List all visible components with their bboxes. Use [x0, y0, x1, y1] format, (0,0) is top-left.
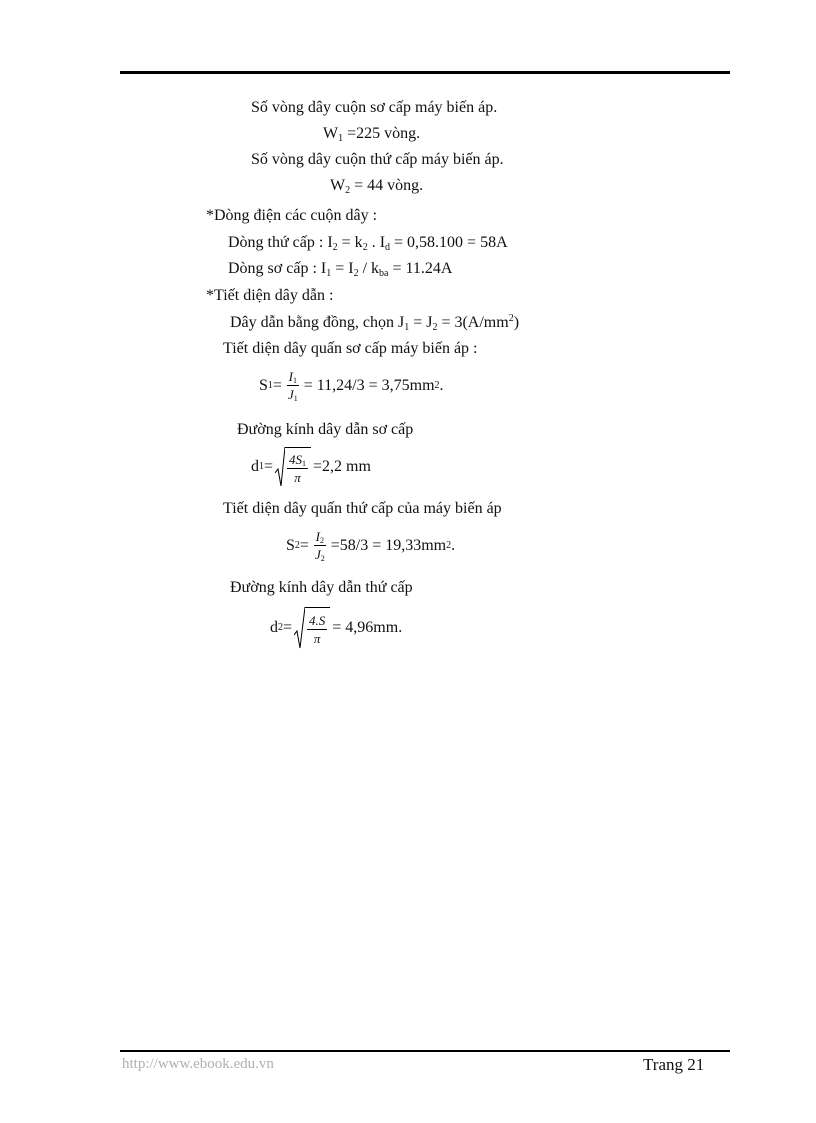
primary-turns-heading: Số vòng dây cuộn sơ cấp máy biến áp. — [251, 99, 498, 116]
current-over-density-fraction: $\frac{I_1}{J_1}$ — [287, 369, 298, 403]
coil-current-heading: *Dòng điện các cuộn dây : — [206, 207, 378, 224]
primary-section-heading: Tiết diện dây quấn sơ cấp máy biến áp : — [223, 340, 478, 357]
primary-turns-value: $W_1 =225$ vòng. — [323, 125, 421, 144]
secondary-section-heading: Tiết diện dây quấn thứ cấp của máy biến áp — [223, 500, 502, 517]
footer-rule — [120, 1050, 730, 1052]
square-root: $\frac{4S_1}{\pi}$ — [275, 447, 311, 487]
footer-url: http://www.ebook.edu.vn — [122, 1056, 274, 1072]
primary-section-equation: S 1 = $\frac{I_1}{J_1}$ = 11,24/3 = 3,75mm 2 . — [259, 369, 444, 403]
secondary-section-equation: S 2 = $\frac{I_2}{J_2}$ =58/3 = 19,33mm 2 . — [286, 529, 456, 563]
square-root: $\frac{4.S}{\pi}$ — [294, 607, 330, 649]
page-number: Trang 21 — [643, 1055, 705, 1074]
primary-diameter-heading: Đường kính dây dẫn sơ cấp — [237, 421, 414, 438]
header-rule — [120, 71, 730, 74]
current-over-density-fraction: $\frac{I_2}{J_2}$ — [314, 529, 325, 563]
secondary-turns-heading: Số vòng dây cuộn thứ cấp máy biến áp. — [251, 151, 504, 168]
secondary-diameter-heading: Đường kính dây dẫn thứ cấp — [230, 579, 413, 596]
primary-current-line: Dòng sơ cấp : $I_1 = I_2 / k_{ba} = 11.24A$ — [228, 260, 453, 279]
secondary-current-line: Dòng thứ cấp : $I_2 = k_2$ . $I_d = 0,58.100 = 58A$ — [228, 234, 508, 253]
current-density-line: Dây dẫn bằng đồng, chọn $J_1 = J_2 = 3(A/mm^2)$ — [230, 313, 520, 333]
secondary-diameter-equation: d 2 = $\frac{4.S}{\pi}$ = 4,96mm. — [270, 606, 402, 650]
secondary-turns-value: $W_2 = 44$ vòng. — [330, 177, 424, 196]
primary-diameter-equation: d 1 = $\frac{4S_1}{\pi}$ =2,2 mm — [251, 447, 371, 487]
wire-section-heading: *Tiết diện dây dẫn : — [206, 287, 334, 304]
